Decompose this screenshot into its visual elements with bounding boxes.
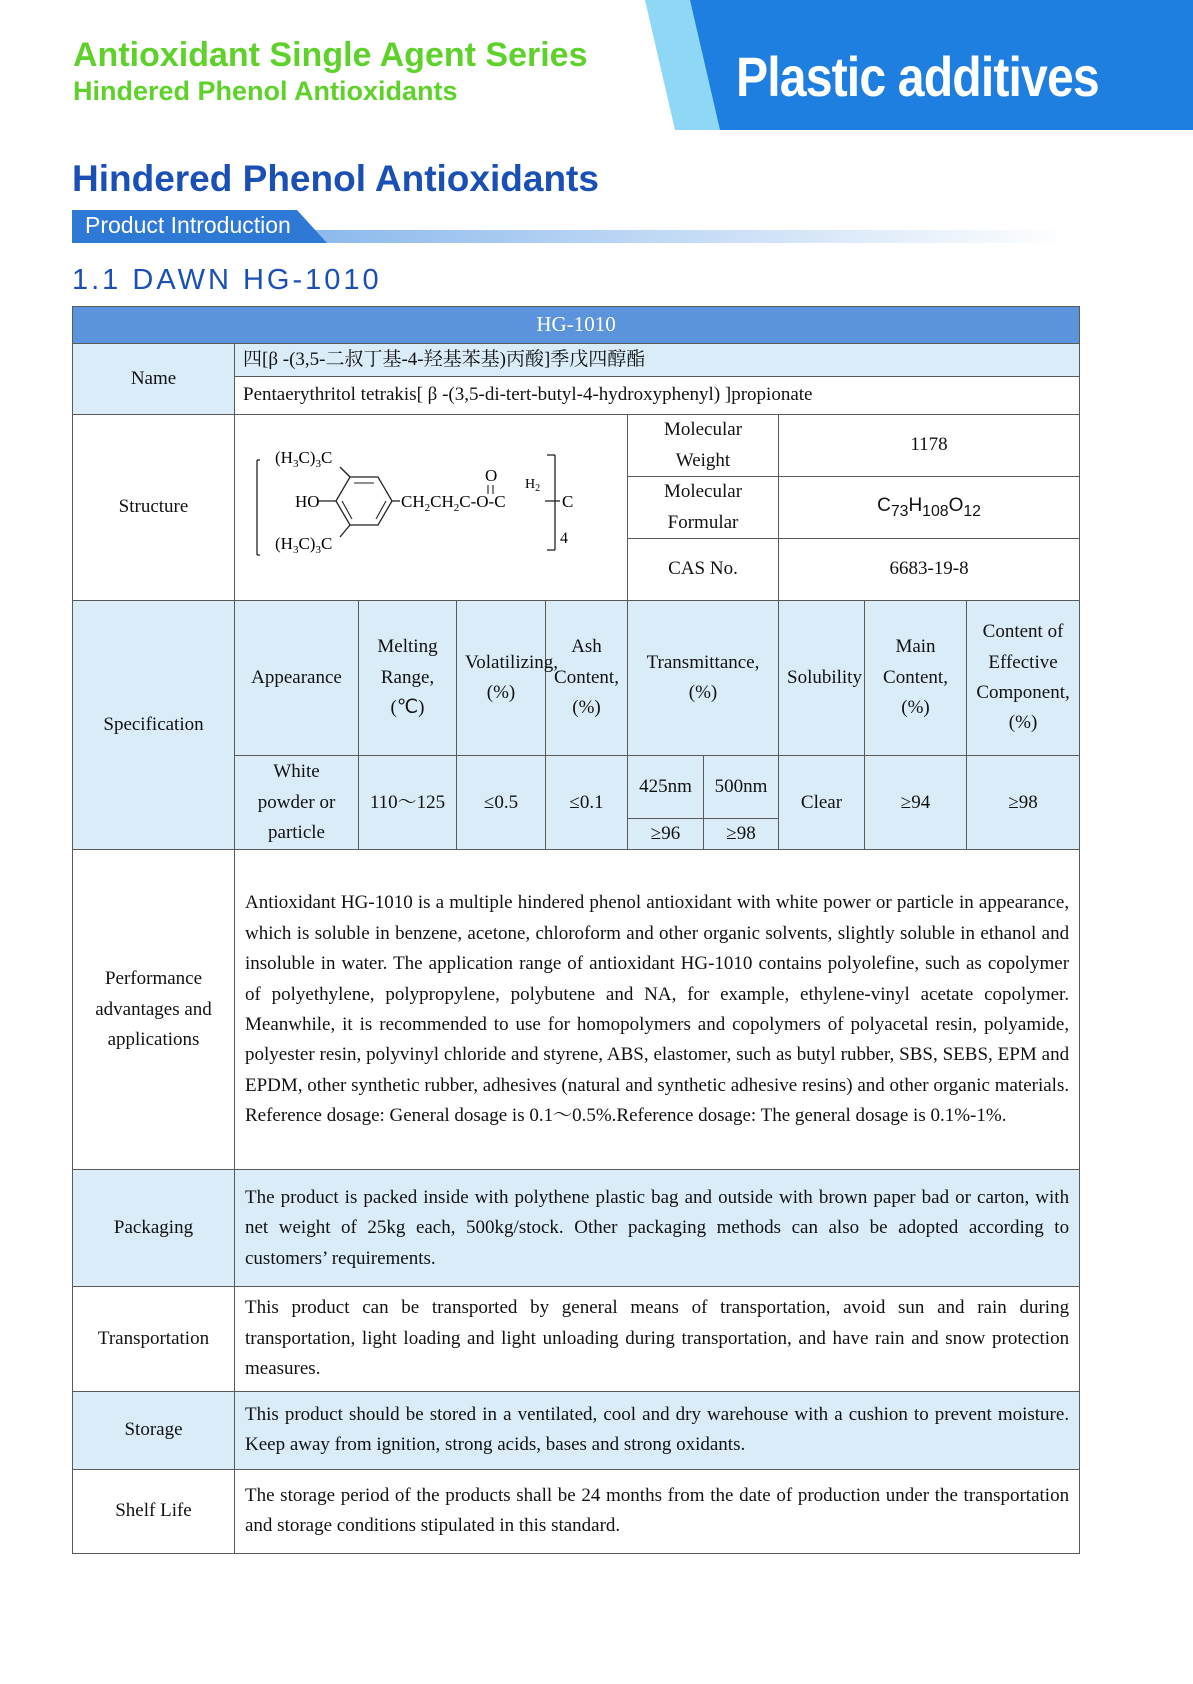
spec-melting: 110～125 [359,756,457,850]
spec-head-transmittance: Transmittance, (%) [628,601,779,756]
carbonyl-o: O [485,466,498,485]
series-title: Antioxidant Single Agent Series [73,36,588,74]
spec-appearance: White powder or particle [235,756,359,850]
storage-label: Storage [73,1391,235,1469]
spec-t425-label: 425nm [628,756,704,819]
storage-text: This product should be stored in a ventilated, cool and dry warehouse with a cushion to prevent moisture. Keep away from ignition, strong acids, bases and strong oxidants. [235,1391,1080,1469]
product-heading: 1.1 DAWN HG-1010 [72,264,382,296]
formula-value: $C_{73}H_{108}O_{12}$ [779,477,1080,539]
shelf-text: The storage period of the products shall be 24 months from the date of production under the transportation and storage conditions stipulated in this standard. [235,1469,1080,1553]
structure-label: Structure [73,415,235,601]
repeat-count: 4 [560,530,568,547]
transport-label: Transportation [73,1287,235,1391]
spec-head-ash: Ash Content, (%) [546,601,628,756]
spec-head-appearance: Appearance [235,601,359,756]
spec-head-effective: Content of Effective Component, (%) [967,601,1080,756]
performance-text: Antioxidant HG-1010 is a multiple hindered phenol antioxidant with white power or particle in appearance, which is soluble in benzene, acetone, chloroform and other organic solvents, slightly soluble in ethanol and insoluble in water. The application range of antioxidant HG-1010 contains polyolefine, such as copolymer of polyethylene, polypropylene, polybutene and NA, for example, ethylene-vinyl acetate copolymer. Meanwhile, it is recommended to use for homopolymers and copolymers of polyacetal resin, polyamide, polyester resin, polyvinyl chloride and styrene, ABS, elastomer, such as butyl rubber, SBS, SEBS, EPM and EPDM, other synthetic rubber, adhesives (natural and synthetic adhesive resins) and other organic materials. Reference dosage: General dosage is 0.1～0.5%.Reference dosage: The general dosage is 0.1%-1%. [235,850,1080,1170]
spec-volatilizing: ≤0.5 [457,756,546,850]
spec-t500: ≥98 [704,819,779,850]
spec-table [72,306,1080,1554]
formula-label: Molecular Formular [628,477,779,539]
banner-title: Plastic additives [736,45,1099,108]
section-title: Hindered Phenol Antioxidants [72,158,599,199]
tert-butyl-bottom: $(H_3C)_3C$ [275,534,333,556]
transport-text: This product can be transported by general means of transportation, avoid sun and rain during transportation, light loading and light unloading during transportation, and have rain and snow protection measures. [235,1287,1080,1391]
name-en: Pentaerythritol tetrakis[ β -(3,5-di-tert-butyl-4-hydroxyphenyl) ]propionate [235,377,1080,415]
name-label: Name [73,344,235,415]
mw-label: Molecular Weight [628,415,779,477]
performance-label: Performance advantages and applications [73,850,235,1170]
mw-value: 1178 [779,415,1080,477]
packaging-text: The product is packed inside with polythene plastic bag and outside with brown paper bad or carton, with net weight of 25kg each, 500kg/stock. Other packaging methods can also be adopted according to customers’ requirements. [235,1170,1080,1287]
spec-t500-label: 500nm [704,756,779,819]
hydroxy-group: HO [295,492,320,511]
series-subtitle: Hindered Phenol Antioxidants [73,76,458,106]
cas-label: CAS No. [628,539,779,601]
chain: $CH_2CH_2C-O-C$ [401,492,506,514]
spec-label: Specification [73,601,235,850]
spec-ash: ≤0.1 [546,756,628,850]
spec-solubility: Clear [779,756,865,850]
spec-effective: ≥98 [967,756,1080,850]
cas-value: 6683-19-8 [779,539,1080,601]
spec-head-solubility: Solubility [779,601,865,756]
central-carbon: C [562,492,574,511]
intro-label: Product Introduction [85,212,291,238]
spec-main: ≥94 [865,756,967,850]
spec-t425: ≥96 [628,819,704,850]
spec-head-main: Main Content, (%) [865,601,967,756]
spec-head-volatilizing: Volatilizing, (%) [457,601,546,756]
table-title: HG-1010 [73,307,1080,344]
packaging-label: Packaging [73,1170,235,1287]
shelf-label: Shelf Life [73,1469,235,1553]
methylene-h2: $H_2$ [525,477,541,494]
structure-drawing [235,415,628,601]
spec-head-melting: Melting Range, (℃) [359,601,457,756]
tert-butyl-top: $(H_3C)_3C$ [275,448,333,470]
name-cn: 四[β -(3,5-二叔丁基-4-羟基苯基)丙酸]季戊四醇酯 [235,344,1080,377]
